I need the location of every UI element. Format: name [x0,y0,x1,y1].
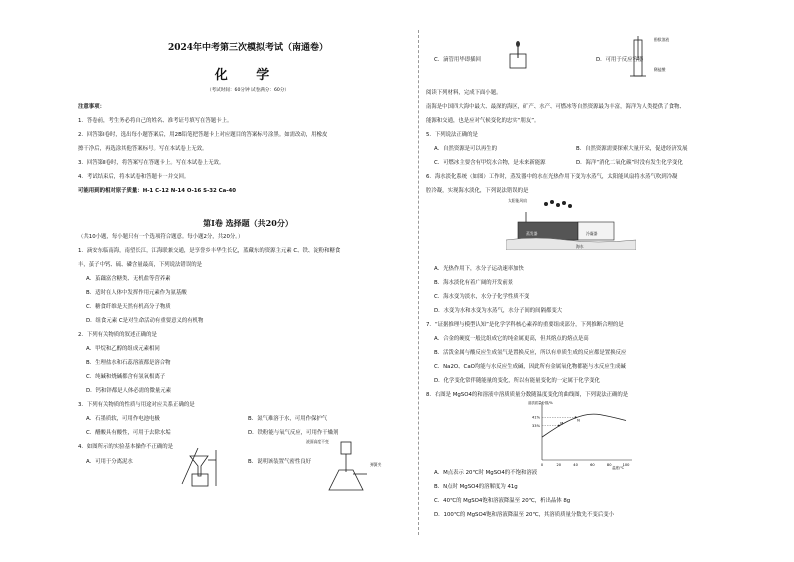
figure-label: 海水 [576,244,584,249]
point-n-label: N [577,418,580,423]
note-line: 擦干净后，再选涂其他答案标号。写在本试卷上无效。 [78,146,208,152]
exam-title: 2024年中考第三次模拟考试（南通卷） [167,43,329,53]
option-line: A．自然资源是可以再生的 [434,146,497,152]
figure-label: 液面高度不变 [306,439,329,444]
option-line: B．活泼金属与酸反应生成氢气是置换反应，所以有单质生成的反应都是置换反应 [434,350,627,356]
x-tick-label: 100 [622,463,630,467]
question-line: 腔冷凝，实现海水淡化，下列说法错误的是 [426,188,529,194]
note-line: 2．回答第Ⅰ卷时，选出每小题答案后，用2B铅笔把答题卡上对应题目的答案标号涂黑。如需改动，用橡皮 [78,132,328,138]
option-line: D．化学变化常伴随能量的变化，所以有能量变化的一定属于化学变化 [434,378,600,384]
figure-label: 太阳能风扇 [508,198,527,203]
x-axis-label: 温度/℃ [612,466,624,470]
x-tick-label: 20 [556,463,562,467]
option-line: C．醋酸具有酸性，可用于去除水垢 [86,430,171,436]
airtightness-figure [323,440,373,492]
atomic-masses: 可能用到的相对原子质量：H-1 C-12 N-14 O-16 S-32 Ca-40 [78,188,237,194]
column-divider [418,30,420,535]
question-line: 2．下列有关物质的叙述正确的是 [78,332,157,338]
y-tick-label: 41% [532,415,540,420]
option-line: B．海水淡化有着广阔的开发前景 [434,280,514,286]
option-line: D．钙和锌都是人体必需的微量元素 [86,388,172,394]
option-line: D．可用于反应容器 [596,57,644,63]
x-tick-label: 40 [573,463,578,467]
question-line: 5．下列说法正确的是 [426,132,478,138]
figure-label: 酚酞溶液 [654,37,670,42]
dropper-figure [504,40,534,70]
option-line: D．铁粉能与氧气反应，可用作干燥剂 [248,430,339,436]
passage-line: 南海是中国四大海中最大、最深的海区，矿产、水产、可燃冰等自然资源最为丰富，海洋为人类提供了食物、 [426,104,685,110]
option-line: B．生理盐水和石蕊溶液都是溶合物 [86,360,171,366]
option-line: D．组食元素 C是对生命活动有重要意义的有机物 [86,318,204,324]
option-line: D．100℃的 MgSO4饱和溶液降温至 20℃，其溶质质量分数先不变后变小 [434,512,614,518]
figure-label: 蒸发器 [526,231,538,236]
point-m-label: M [560,421,564,426]
y-axis-label: 溶质质量分数/% [528,401,553,405]
passage-line: 能源和交通，也是应对气候变化的忠实“朋友”。 [426,118,540,124]
option-line: C．Na2O、CaO均能与水反应生成碱，因此所有金属氧化物都能与水反应生成碱 [434,364,626,370]
section-intro: （共10小题，每小题只有一个选项符合题意。每小题2分，共20分。） [78,234,244,240]
option-line: C．糖食纤维是天然有机高分子物质 [86,304,171,310]
x-tick-label: 0 [540,463,544,467]
option-line: B．自然资源需要探索大量开采，促进经济发展 [576,146,688,152]
option-line: A．石墨质软，可用作电池电极 [86,416,160,422]
subject-title: 化 学 [214,68,282,83]
question-line: 7．“证据推理与模型认知”是化学学科核心素养的重要组成部分，下列推断合理的是 [426,322,624,328]
note-line: 3．回答第Ⅱ卷时，将答案写在答题卡上。写在本试卷上无效。 [78,160,225,166]
note-line: 4．考试结束后，将本试卷和答题卡一并交回。 [78,174,190,180]
question-line: 1．滴安东临南海，南望长江，江海联兼交通，是享誉乡丰华生长亿，蓝藏东的资源主元素 C、铁、淀粉和糖食 [78,248,341,254]
solubility-chart [526,398,636,470]
figure-label: 弹簧夹 [370,462,382,467]
desalination-figure [506,196,636,250]
option-line: B．N点时 MgSO4的溶解度为 41g [434,484,518,490]
notes-heading: 注意事项： [78,104,105,110]
passage-line: 阅读下列材料，完成下面小题。 [426,90,502,96]
option-line: C．40℃的 MgSO4饱和溶液降温至 20℃，析出晶体 8g [434,498,571,504]
option-line: C．纯碱和烧碱都含有氢氧根离子 [86,374,166,380]
filtration-figure [168,448,228,488]
option-line: C．可燃冰主要含有甲烷水合物，是未来新能源 [434,160,546,166]
question-line: 4．如图所示的实验基本操作不正确的是 [78,444,174,450]
option-line: A．甲烷和乙醇的组成元素相同 [86,346,160,352]
question-line: 丰，茧子中钙、硫、磷含量最高，下列说法错误的是 [78,262,202,268]
option-line: D．水变为水和水变为水蒸气，水分子间的间隔都变大 [434,308,563,314]
y-tick-label: 33% [532,423,540,428]
section-title: 第Ⅰ卷 选择题（共20分） [203,218,293,228]
option-line: A．合金的硬度一般比组成它的纯金属更高，但其熔点的熔点是高 [434,336,589,342]
option-line: C．滴管用毕即插回 [434,57,481,63]
figure-label: 稀盐酸 [654,67,666,72]
x-tick-label: 80 [606,463,612,467]
option-line: A．可用于分离泥水 [86,459,133,465]
option-line: D．海洋“消化二氧化碳”时没有发生化学变化 [576,160,683,166]
option-line: B．氮气难溶于水，可用作保护气 [248,416,328,422]
question-line: 8．右图是 MgSO4的和溶液中溶质质量分数随温度变化的曲线图，下列说法正确的是 [426,392,629,398]
option-line: A．茧藕富含糖类、无机盐等营养素 [86,276,171,282]
option-line: A．M点表示 20℃时 MgSO4的不饱和溶液 [434,470,538,476]
option-line: A．光热作用下，水分子运动速率加快 [434,266,524,272]
note-line: 1．答卷前，考生务必将自己的姓名、准考证号填写在答题卡上。 [78,118,233,124]
figure-label: 冷凝器 [586,231,598,236]
question-line: 6．海水淡化系统（如图）工作时，蒸发器中的水在光热作用下变为水蒸气，太阳能风扇将水蒸气吹到冷凝 [426,174,678,180]
option-line: C．海水变为淡水，水分子化学性质不变 [434,294,530,300]
x-tick-label: 60 [590,463,595,467]
option-line: B．说明该装置气密性良好 [248,459,311,465]
question-line: 3．下列有关物质的性质与用途对应关系正确的是 [78,402,195,408]
option-line: B．适时在人体中发挥作用元素作为氨基酸 [86,290,187,296]
exam-info: （考试时间：60分钟 试卷满分：60分） [206,88,290,93]
